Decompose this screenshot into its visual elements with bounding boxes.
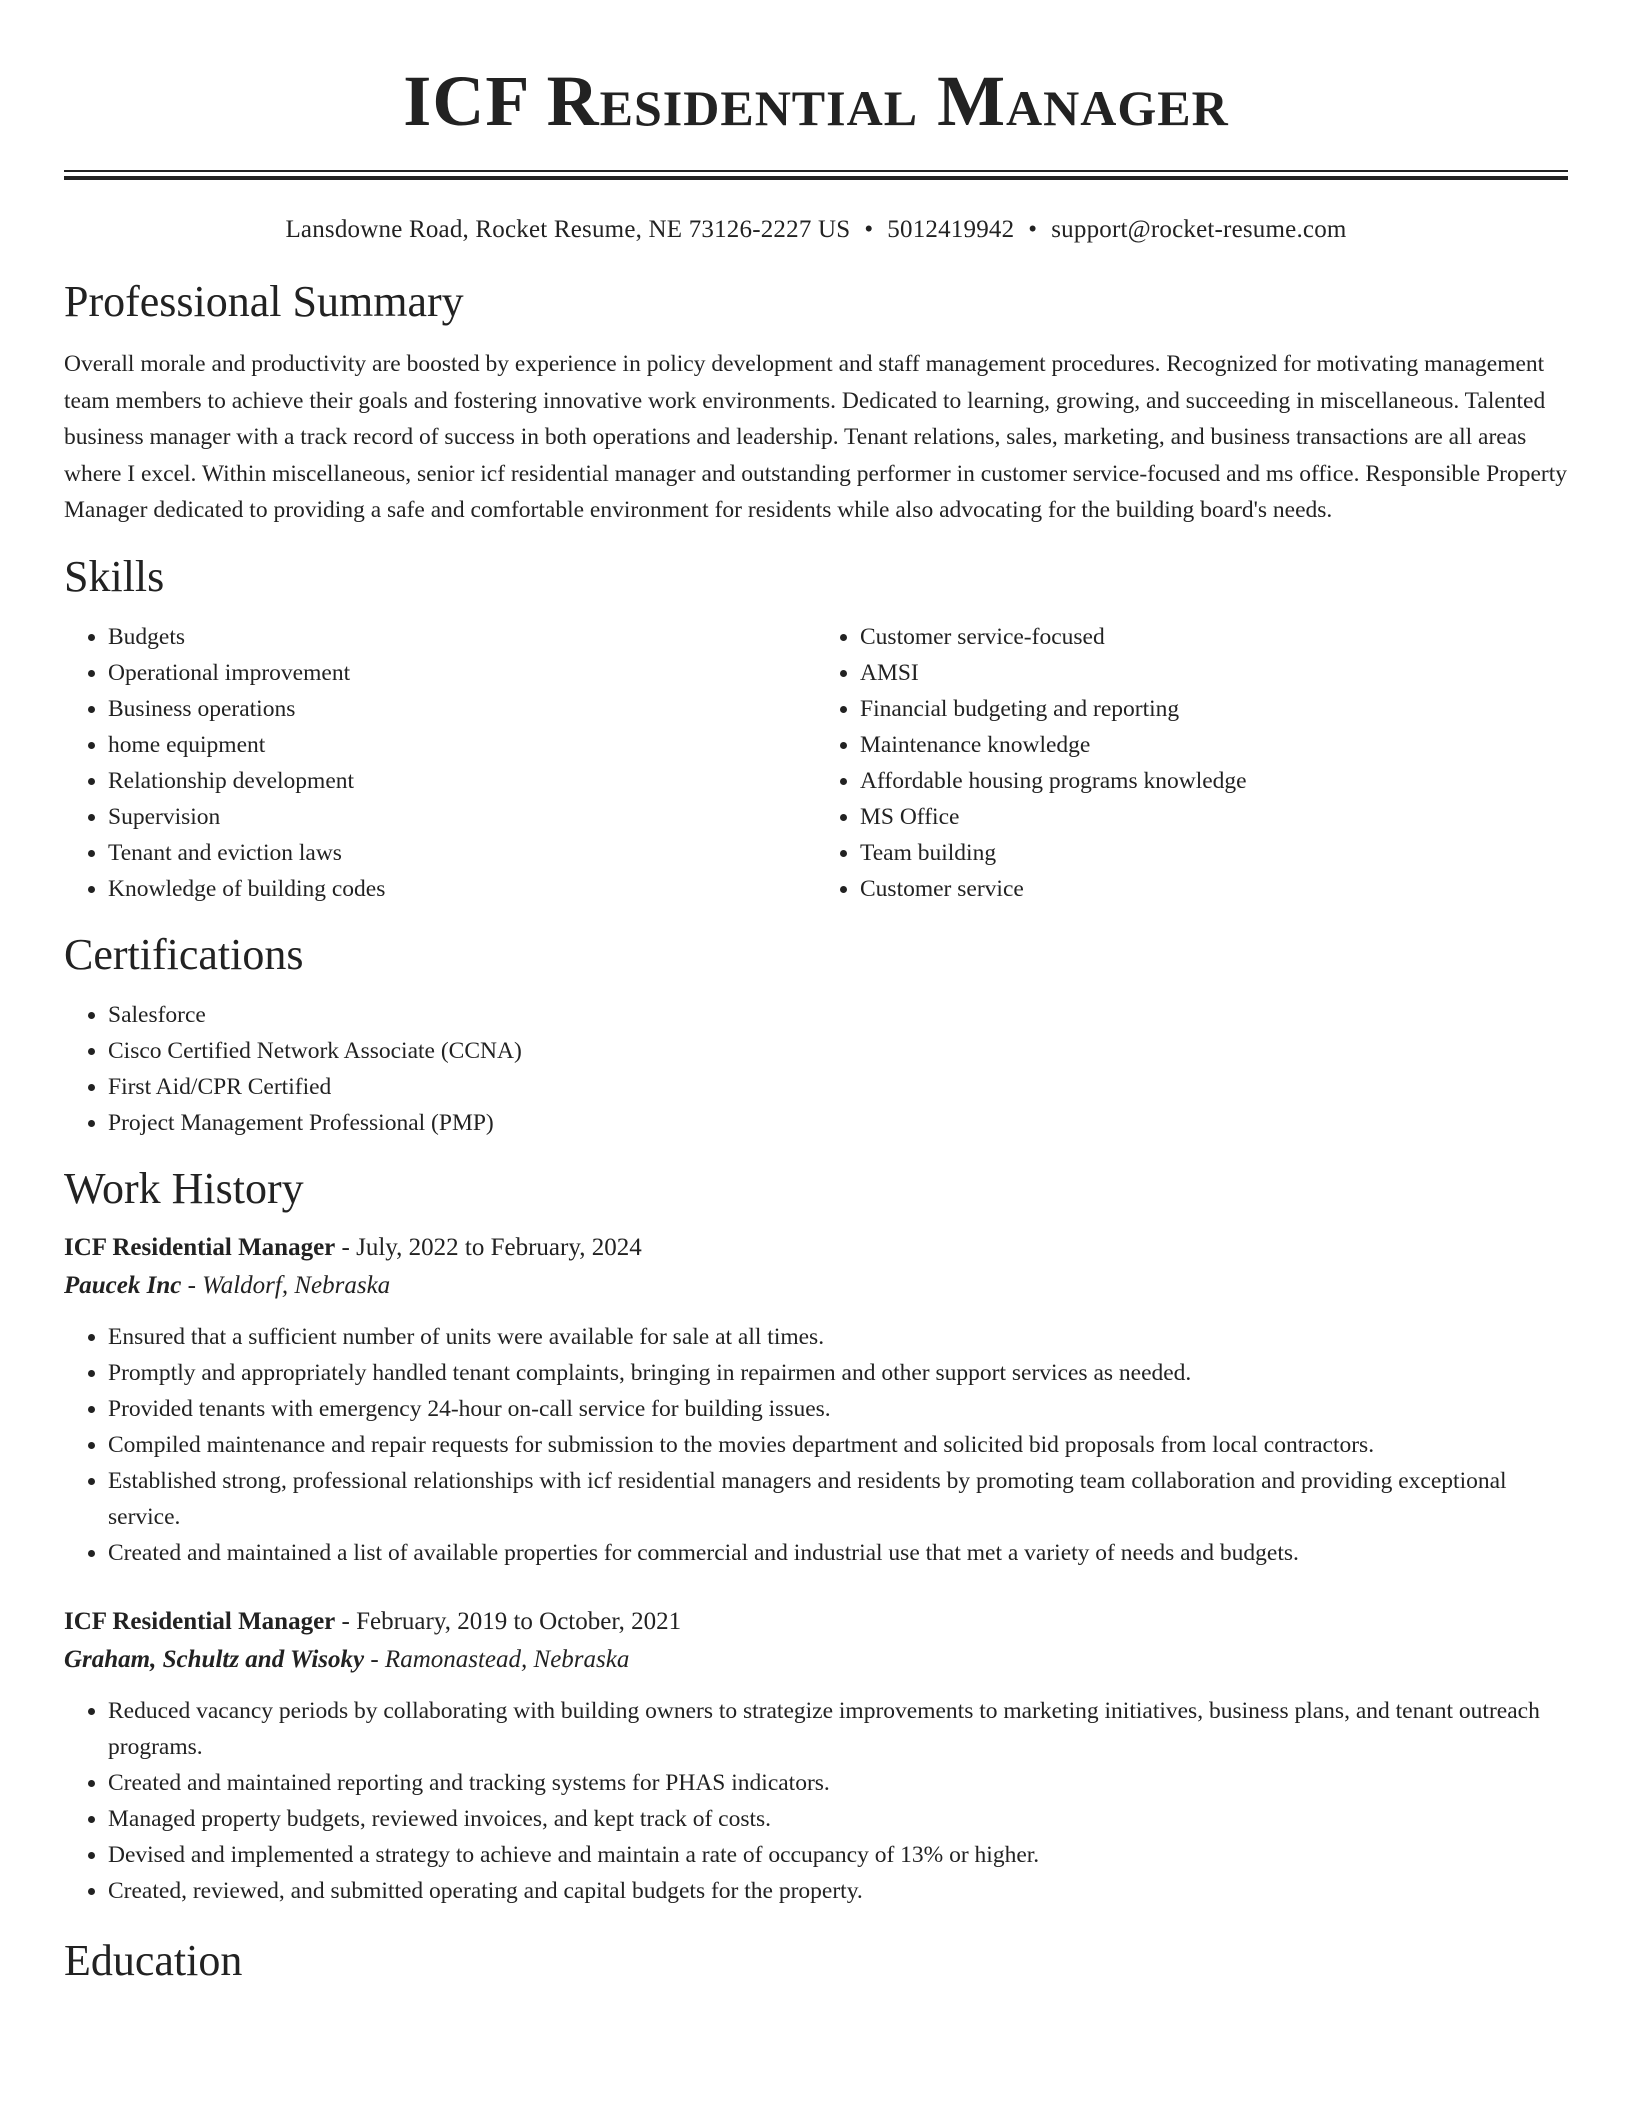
- skill-item: • home equipment: [108, 727, 816, 763]
- contact-phone: 5012419942: [887, 216, 1015, 243]
- certification-item: • Cisco Certified Network Associate (CCNA): [108, 1033, 1568, 1069]
- job-bullet: • Devised and implemented a strategy to achieve and maintain a rate of occupancy of 13% or higher.: [108, 1837, 1568, 1873]
- job-header: [64, 1229, 1568, 1267]
- skill-item: • Affordable housing programs knowledge: [860, 763, 1568, 799]
- job-bullets: [64, 1693, 1568, 1909]
- job-location: - Ramonastead, Nebraska: [364, 1645, 630, 1673]
- job-company-line: [64, 1267, 1568, 1305]
- summary-section: [64, 276, 1568, 529]
- certification-item: • Project Management Professional (PMP): [108, 1105, 1568, 1141]
- job-bullet: • Managed property budgets, reviewed invoices, and kept track of costs.: [108, 1801, 1568, 1837]
- job-title: ICF Residential Manager: [64, 1607, 336, 1635]
- certification-item: • First Aid/CPR Certified: [108, 1069, 1568, 1105]
- job-location: - Waldorf, Nebraska: [181, 1271, 391, 1299]
- job-company: Graham, Schultz and Wisoky: [64, 1645, 365, 1673]
- summary-text: Overall morale and productivity are boosted by experience in policy development and staff management procedures. Recognized for motivating management team members to achieve their goals and fostering innovative work environments. Dedicated to learning, growing, and succeeding in miscellaneous. Talented business manager with a track record of success in both operations and leadership. Tenant relations, sales, marketing, and business transactions are all areas where I excel. Within miscellaneous, senior icf residential manager and outstanding performer in customer service-focused and ms office. Responsible Property Manager dedicated to providing a safe and comfortable environment for residents while also advocating for the building board's needs.: [64, 351, 1568, 523]
- work-history-section: [64, 1163, 1568, 1909]
- contact-address: Lansdowne Road, Rocket Resume, NE 73126-2227 US: [285, 216, 851, 243]
- job-bullet: • Promptly and appropriately handled tenant complaints, bringing in repairmen and other support services as needed.: [108, 1355, 1568, 1391]
- job-bullets: [64, 1319, 1568, 1571]
- summary-heading: Professional Summary: [64, 277, 464, 326]
- skills-section: [64, 551, 1568, 907]
- job-bullet: • Established strong, professional relationships with icf residential managers and residents by promoting team collaboration and providing exceptional service.: [108, 1463, 1568, 1535]
- contact-email: support@rocket-resume.com: [1051, 216, 1347, 243]
- skill-item: • Tenant and eviction laws: [108, 835, 816, 871]
- skill-item: • Maintenance knowledge: [860, 727, 1568, 763]
- contact-separator: •: [864, 216, 874, 243]
- job-bullet: • Compiled maintenance and repair requests for submission to the movies department and solicited bid proposals from local contractors.: [108, 1427, 1568, 1463]
- job-title: ICF Residential Manager: [64, 1233, 336, 1261]
- job-bullet: • Created, reviewed, and submitted operating and capital budgets for the property.: [108, 1873, 1568, 1909]
- skill-item: • Relationship development: [108, 763, 816, 799]
- job-company: Paucek Inc: [64, 1271, 182, 1299]
- job-bullet: • Provided tenants with emergency 24-hour on-call service for building issues.: [108, 1391, 1568, 1427]
- skill-item: • Customer service: [860, 871, 1568, 907]
- job-bullet: • Ensured that a sufficient number of units were available for sale at all times.: [108, 1319, 1568, 1355]
- work-history-heading: Work History: [64, 1163, 304, 1213]
- resume-title: ICF Residential Manager: [403, 61, 1229, 141]
- job-entry: [64, 1603, 1568, 1909]
- skills-left-list: [64, 619, 816, 907]
- skills-right-list: [816, 619, 1568, 907]
- certifications-list: [64, 997, 1568, 1141]
- title-divider: [64, 170, 1568, 180]
- education-section: [64, 1935, 1568, 1987]
- education-heading: Education: [64, 1935, 243, 1985]
- skill-item: • Supervision: [108, 799, 816, 835]
- skills-columns: [64, 619, 1568, 907]
- certifications-heading: Certifications: [64, 929, 304, 979]
- skill-item: • MS Office: [860, 799, 1568, 835]
- skill-item: • Business operations: [108, 691, 816, 727]
- job-dates: - February, 2019 to October, 2021: [335, 1607, 682, 1635]
- job-bullet: • Reduced vacancy periods by collaborating with building owners to strategize improvements to marketing initiatives, business plans, and tenant outreach programs.: [108, 1693, 1568, 1765]
- skill-item: • Customer service-focused: [860, 619, 1568, 655]
- job-header: [64, 1603, 1568, 1641]
- skill-item: • Budgets: [108, 619, 816, 655]
- job-entry: [64, 1229, 1568, 1571]
- skill-item: • Knowledge of building codes: [108, 871, 816, 907]
- certifications-section: [64, 929, 1568, 1141]
- certification-item: • Salesforce: [108, 997, 1568, 1033]
- skill-item: • Team building: [860, 835, 1568, 871]
- contact-line: [64, 214, 1568, 246]
- job-company-line: [64, 1641, 1568, 1679]
- skill-item: • AMSI: [860, 655, 1568, 691]
- skills-heading: Skills: [64, 551, 165, 601]
- skill-item: • Financial budgeting and reporting: [860, 691, 1568, 727]
- job-bullet: • Created and maintained a list of available properties for commercial and industrial use that met a variety of needs and budgets.: [108, 1535, 1568, 1571]
- job-bullet: • Created and maintained reporting and tracking systems for PHAS indicators.: [108, 1765, 1568, 1801]
- job-dates: - July, 2022 to February, 2024: [335, 1233, 642, 1261]
- contact-separator: •: [1028, 216, 1038, 243]
- skill-item: • Operational improvement: [108, 655, 816, 691]
